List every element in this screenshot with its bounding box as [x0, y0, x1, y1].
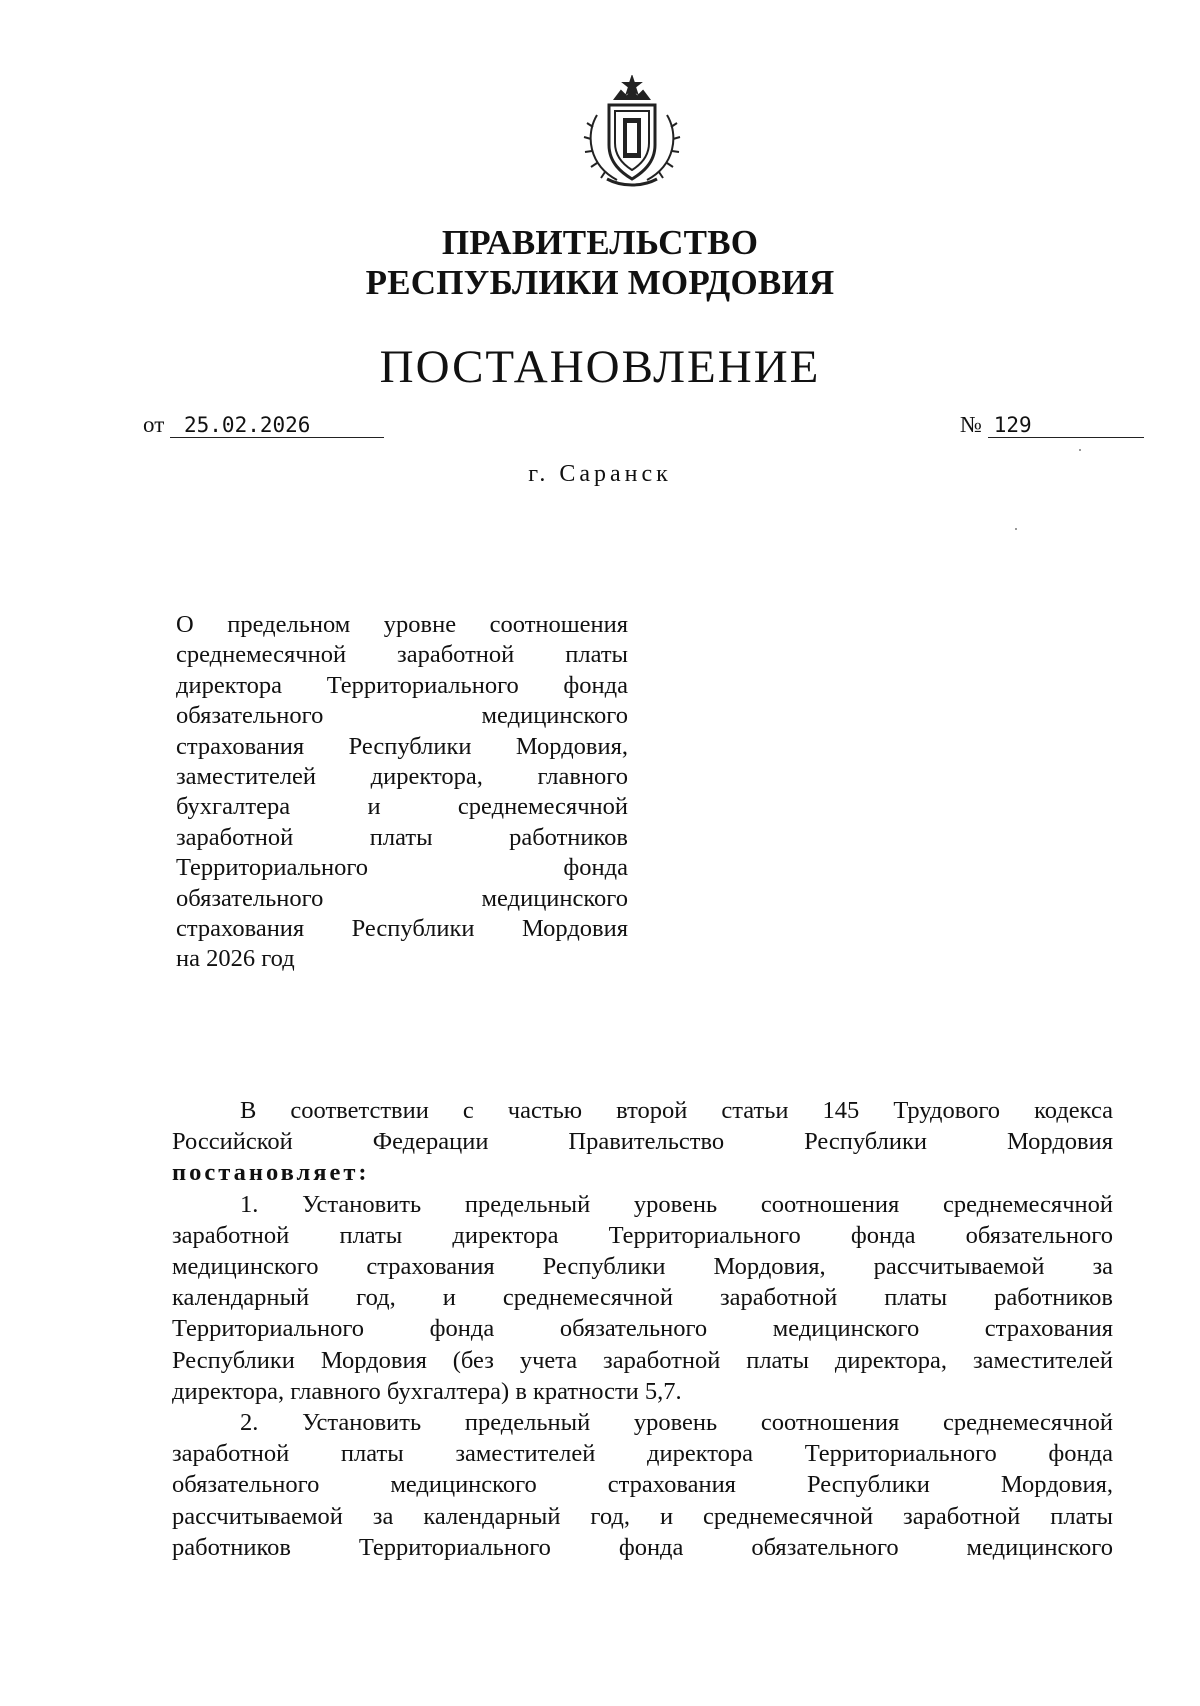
document-number: 129: [988, 413, 1144, 438]
subject-line: среднемесячной заработной платы: [176, 641, 628, 669]
item-2-line: заработной платы заместителей директора Территориального фонда: [172, 1440, 1113, 1468]
subject-line: бухгалтера и среднемесячной: [176, 793, 628, 821]
resolves-word: постановляет:: [172, 1159, 370, 1187]
item-2-line: обязательного медицинского страхования Республики Мордовия,: [172, 1471, 1113, 1499]
item-1-line: директора, главного бухгалтера) в кратности 5,7.: [172, 1377, 682, 1405]
item-2-line: работников Территориального фонда обязательного медицинского: [172, 1533, 1113, 1561]
scan-dot: [1079, 449, 1081, 451]
number-prefix: №: [960, 412, 982, 437]
preamble-line: В соответствии с частью второй статьи 145 Трудового кодекса: [240, 1097, 1113, 1124]
subject-line: страхования Республики Мордовия,: [176, 732, 628, 760]
document-type: ПОСТАНОВЛЕНИЕ: [379, 341, 821, 393]
date-prefix: от: [143, 412, 165, 437]
item-1-line: 1. Установить предельный уровень соотношения среднемесячной: [240, 1190, 1113, 1218]
subject-line: Территориального фонда: [176, 854, 628, 882]
number-row: [960, 412, 1144, 438]
document-date: 25.02.2026: [170, 413, 384, 438]
subject-line: страхования Республики Мордовия: [176, 915, 628, 943]
city: г. Саранск: [528, 461, 672, 487]
subject-line: обязательного медицинского: [176, 884, 628, 912]
subject-line: на 2026 год: [176, 945, 295, 973]
item-2-line: рассчитываемой за календарный год, и среднемесячной заработной платы: [172, 1502, 1113, 1530]
document-body: [172, 1095, 1113, 1563]
item-1-line: Республики Мордовия (без учета заработной платы директора, заместителей: [172, 1346, 1113, 1374]
preamble-line: Российской Федерации Правительство Республики Мордовия: [172, 1128, 1113, 1156]
organization-name-line-1: ПРАВИТЕЛЬСТВО: [441, 223, 759, 262]
subject-line: заработной платы работников: [176, 823, 628, 851]
organization-name-line-2: РЕСПУБЛИКИ МОРДОВИЯ: [365, 263, 835, 302]
item-1-line: календарный год, и среднемесячной заработной платы работников: [172, 1284, 1113, 1312]
item-1-line: Территориального фонда обязательного медицинского страхования: [172, 1315, 1113, 1343]
subject-line: О предельном уровне соотношения: [176, 611, 628, 638]
document-subject: [176, 610, 628, 975]
scan-dot: [1015, 528, 1017, 530]
item-1-line: медицинского страхования Республики Мордовия, рассчитываемой за: [172, 1253, 1113, 1281]
date-row: [143, 412, 384, 438]
subject-line: директора Территориального фонда: [176, 671, 628, 699]
item-1-line: заработной платы директора Территориального фонда обязательного: [172, 1221, 1113, 1249]
item-2-line: 2. Установить предельный уровень соотношения среднемесячной: [240, 1409, 1113, 1437]
subject-line: заместителей директора, главного: [176, 763, 628, 791]
resolves-line: [172, 1157, 1113, 1188]
coat-of-arms-emblem: [577, 75, 687, 190]
subject-line: обязательного медицинского: [176, 702, 628, 730]
